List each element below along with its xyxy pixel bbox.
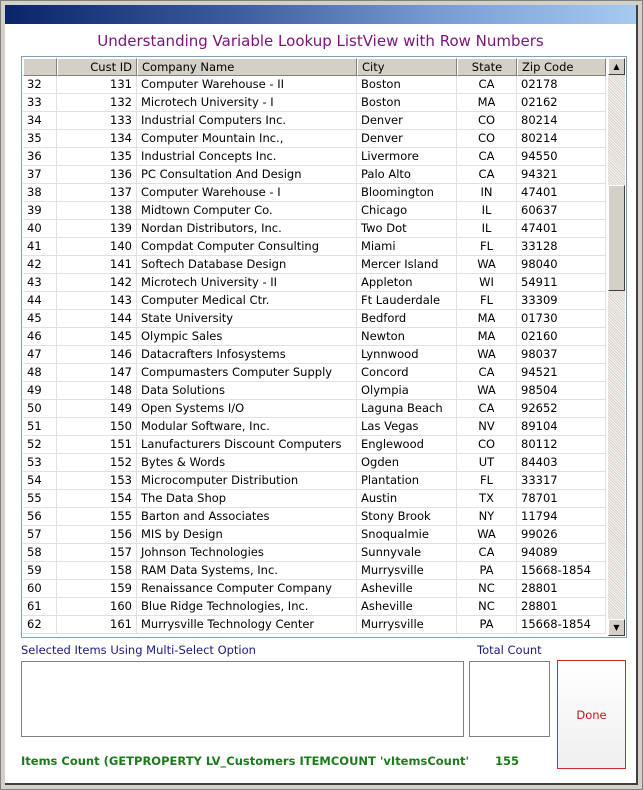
cell-company-name: MIS by Design [137, 526, 357, 544]
items-count-value: 155 [495, 754, 520, 768]
cell-company-name: The Data Shop [137, 490, 357, 508]
cell-state: CA [457, 76, 517, 94]
cell-city: Miami [357, 238, 457, 256]
table-row[interactable] [23, 508, 606, 526]
cell-row-number: 37 [23, 166, 57, 184]
cell-row-number: 40 [23, 220, 57, 238]
done-button-label: Done [576, 707, 607, 722]
cell-cust-id: 152 [57, 454, 137, 472]
cell-company-name: Midtown Computer Co. [137, 202, 357, 220]
table-row[interactable] [23, 130, 606, 148]
cell-cust-id: 131 [57, 76, 137, 94]
cell-company-name: Datacrafters Infosystems [137, 346, 357, 364]
cell-zip-code: 28801 [517, 580, 606, 598]
cell-company-name: Nordan Distributors, Inc. [137, 220, 357, 238]
cell-zip-code: 02160 [517, 328, 606, 346]
table-row[interactable] [23, 472, 606, 490]
cell-city: Austin [357, 490, 457, 508]
cell-city: Denver [357, 130, 457, 148]
table-row[interactable] [23, 166, 606, 184]
table-row[interactable] [23, 256, 606, 274]
cell-city: Snoqualmie [357, 526, 457, 544]
table-row[interactable] [23, 94, 606, 112]
cell-state: CO [457, 436, 517, 454]
cell-zip-code: 94550 [517, 148, 606, 166]
cell-state: CO [457, 130, 517, 148]
cell-row-number: 55 [23, 490, 57, 508]
cell-state: WA [457, 256, 517, 274]
cell-company-name: Murrysville Technology Center [137, 616, 357, 634]
cell-city: Newton [357, 328, 457, 346]
cell-row-number: 34 [23, 112, 57, 130]
cell-city: Asheville [357, 580, 457, 598]
cell-company-name: Open Systems I/O [137, 400, 357, 418]
cell-cust-id: 153 [57, 472, 137, 490]
cell-row-number: 58 [23, 544, 57, 562]
cell-zip-code: 80214 [517, 112, 606, 130]
cell-row-number: 52 [23, 436, 57, 454]
arrow-down-icon: ▼ [613, 623, 620, 632]
cell-row-number: 45 [23, 310, 57, 328]
cell-zip-code: 94089 [517, 544, 606, 562]
cell-company-name: Compumasters Computer Supply [137, 364, 357, 382]
cell-zip-code: 92652 [517, 400, 606, 418]
title-bar[interactable] [5, 5, 636, 24]
cell-row-number: 46 [23, 328, 57, 346]
scroll-up-button[interactable] [608, 58, 625, 75]
cell-zip-code: 28801 [517, 598, 606, 616]
cell-row-number: 36 [23, 148, 57, 166]
cell-zip-code: 15668-1854 [517, 616, 606, 634]
cell-state: IL [457, 220, 517, 238]
cell-state: NY [457, 508, 517, 526]
cell-company-name: Bytes & Words [137, 454, 357, 472]
table-row[interactable] [23, 598, 606, 616]
cell-city: Asheville [357, 598, 457, 616]
cell-city: Las Vegas [357, 418, 457, 436]
column-header-zip-code[interactable]: Zip Code [517, 58, 606, 76]
cell-zip-code: 84403 [517, 454, 606, 472]
cell-state: FL [457, 472, 517, 490]
cell-city: Bloomington [357, 184, 457, 202]
cell-zip-code: 01730 [517, 310, 606, 328]
cell-row-number: 33 [23, 94, 57, 112]
cell-zip-code: 02178 [517, 76, 606, 94]
cell-row-number: 57 [23, 526, 57, 544]
column-header-state[interactable]: State [457, 58, 517, 76]
cell-zip-code: 11794 [517, 508, 606, 526]
cell-city: Concord [357, 364, 457, 382]
table-row[interactable] [23, 418, 606, 436]
column-header-row-number[interactable] [23, 58, 57, 76]
total-count-field[interactable] [469, 661, 550, 737]
done-button[interactable] [557, 660, 626, 769]
cell-cust-id: 160 [57, 598, 137, 616]
cell-cust-id: 142 [57, 274, 137, 292]
cell-row-number: 48 [23, 364, 57, 382]
cell-cust-id: 161 [57, 616, 137, 634]
cell-city: Englewood [357, 436, 457, 454]
cell-company-name: Barton and Associates [137, 508, 357, 526]
cell-row-number: 60 [23, 580, 57, 598]
cell-cust-id: 158 [57, 562, 137, 580]
cell-city: Palo Alto [357, 166, 457, 184]
table-row[interactable] [23, 490, 606, 508]
cell-city: Laguna Beach [357, 400, 457, 418]
cell-state: NC [457, 598, 517, 616]
table-row[interactable] [23, 364, 606, 382]
cell-state: FL [457, 292, 517, 310]
cell-city: Boston [357, 76, 457, 94]
cell-city: Stony Brook [357, 508, 457, 526]
cell-state: IN [457, 184, 517, 202]
cell-company-name: Computer Medical Ctr. [137, 292, 357, 310]
table-row[interactable] [23, 220, 606, 238]
cell-state: UT [457, 454, 517, 472]
cell-company-name: Microtech University - II [137, 274, 357, 292]
cell-state: CA [457, 400, 517, 418]
cell-zip-code: 99026 [517, 526, 606, 544]
table-row[interactable] [23, 112, 606, 130]
table-row[interactable] [23, 76, 606, 94]
cell-row-number: 54 [23, 472, 57, 490]
cell-company-name: Computer Warehouse - II [137, 76, 357, 94]
cell-company-name: PC Consultation And Design [137, 166, 357, 184]
cell-zip-code: 78701 [517, 490, 606, 508]
form-client-area [5, 5, 638, 785]
cell-company-name: Industrial Concepts Inc. [137, 148, 357, 166]
cell-state: CA [457, 364, 517, 382]
cell-city: Sunnyvale [357, 544, 457, 562]
cell-company-name: Microcomputer Distribution [137, 472, 357, 490]
cell-state: WA [457, 346, 517, 364]
cell-city: Denver [357, 112, 457, 130]
cell-cust-id: 146 [57, 346, 137, 364]
cell-company-name: Softech Database Design [137, 256, 357, 274]
cell-cust-id: 147 [57, 364, 137, 382]
cell-city: Olympia [357, 382, 457, 400]
cell-cust-id: 132 [57, 94, 137, 112]
cell-row-number: 59 [23, 562, 57, 580]
table-row[interactable] [23, 400, 606, 418]
column-header-company-name[interactable]: Company Name [137, 58, 357, 76]
cell-cust-id: 155 [57, 508, 137, 526]
listview-body [23, 76, 606, 634]
table-row[interactable] [23, 526, 606, 544]
cell-company-name: Modular Software, Inc. [137, 418, 357, 436]
table-row[interactable] [23, 238, 606, 256]
cell-state: CO [457, 112, 517, 130]
cell-company-name: Compdat Computer Consulting [137, 238, 357, 256]
cell-company-name: Olympic Sales [137, 328, 357, 346]
cell-cust-id: 134 [57, 130, 137, 148]
cell-row-number: 41 [23, 238, 57, 256]
cell-row-number: 61 [23, 598, 57, 616]
table-row[interactable] [23, 328, 606, 346]
cell-cust-id: 159 [57, 580, 137, 598]
cell-row-number: 51 [23, 418, 57, 436]
cell-cust-id: 140 [57, 238, 137, 256]
cell-cust-id: 150 [57, 418, 137, 436]
cell-company-name: Renaissance Computer Company [137, 580, 357, 598]
cell-cust-id: 137 [57, 184, 137, 202]
cell-cust-id: 154 [57, 490, 137, 508]
cell-city: Two Dot [357, 220, 457, 238]
cell-cust-id: 136 [57, 166, 137, 184]
cell-cust-id: 156 [57, 526, 137, 544]
cell-row-number: 39 [23, 202, 57, 220]
cell-state: MA [457, 310, 517, 328]
cell-city: Ft Lauderdale [357, 292, 457, 310]
cell-zip-code: 33317 [517, 472, 606, 490]
cell-zip-code: 80112 [517, 436, 606, 454]
cell-zip-code: 47401 [517, 184, 606, 202]
cell-row-number: 32 [23, 76, 57, 94]
cell-row-number: 53 [23, 454, 57, 472]
cell-row-number: 38 [23, 184, 57, 202]
cell-company-name: Blue Ridge Technologies, Inc. [137, 598, 357, 616]
cell-state: MA [457, 328, 517, 346]
cell-city: Livermore [357, 148, 457, 166]
listview-header [23, 58, 606, 76]
cell-city: Murrysville [357, 562, 457, 580]
cell-state: CA [457, 544, 517, 562]
cell-cust-id: 141 [57, 256, 137, 274]
cell-company-name: State University [137, 310, 357, 328]
cell-zip-code: 54911 [517, 274, 606, 292]
cell-cust-id: 135 [57, 148, 137, 166]
cell-state: FL [457, 238, 517, 256]
cell-city: Bedford [357, 310, 457, 328]
form-title: Understanding Variable Lookup ListView with Row Numbers [97, 32, 544, 50]
cell-city: Murrysville [357, 616, 457, 634]
cell-state: TX [457, 490, 517, 508]
table-row[interactable] [23, 184, 606, 202]
table-row[interactable] [23, 148, 606, 166]
cell-cust-id: 143 [57, 292, 137, 310]
cell-state: WI [457, 274, 517, 292]
cell-company-name: Industrial Computers Inc. [137, 112, 357, 130]
cell-cust-id: 149 [57, 400, 137, 418]
cell-city: Chicago [357, 202, 457, 220]
cell-row-number: 56 [23, 508, 57, 526]
cell-state: IL [457, 202, 517, 220]
table-row[interactable] [23, 544, 606, 562]
cell-zip-code: 60637 [517, 202, 606, 220]
cell-company-name: Johnson Technologies [137, 544, 357, 562]
cell-cust-id: 138 [57, 202, 137, 220]
cell-zip-code: 02162 [517, 94, 606, 112]
cell-city: Lynnwood [357, 346, 457, 364]
cell-cust-id: 144 [57, 310, 137, 328]
cell-row-number: 49 [23, 382, 57, 400]
cell-state: PA [457, 616, 517, 634]
table-row[interactable] [23, 274, 606, 292]
table-row[interactable] [23, 616, 606, 634]
cell-zip-code: 89104 [517, 418, 606, 436]
cell-company-name: Lanufacturers Discount Computers [137, 436, 357, 454]
cell-cust-id: 139 [57, 220, 137, 238]
scrollbar-thumb[interactable] [608, 185, 625, 291]
selected-items-label: Selected Items Using Multi-Select Option [21, 643, 256, 657]
cell-zip-code: 94521 [517, 364, 606, 382]
cell-company-name: Microtech University - I [137, 94, 357, 112]
cell-zip-code: 98037 [517, 346, 606, 364]
cell-zip-code: 47401 [517, 220, 606, 238]
table-row[interactable] [23, 580, 606, 598]
cell-state: MA [457, 94, 517, 112]
column-header-cust-id[interactable]: Cust ID [57, 58, 137, 76]
cell-zip-code: 98504 [517, 382, 606, 400]
customers-listview[interactable] [21, 56, 627, 638]
cell-city: Mercer Island [357, 256, 457, 274]
cell-state: PA [457, 562, 517, 580]
cell-state: CA [457, 166, 517, 184]
cell-zip-code: 15668-1854 [517, 562, 606, 580]
cell-state: CA [457, 148, 517, 166]
cell-row-number: 35 [23, 130, 57, 148]
cell-row-number: 50 [23, 400, 57, 418]
cell-zip-code: 33309 [517, 292, 606, 310]
scroll-down-button[interactable] [608, 619, 625, 636]
cell-zip-code: 80214 [517, 130, 606, 148]
arrow-up-icon: ▲ [613, 62, 620, 71]
cell-city: Plantation [357, 472, 457, 490]
table-row[interactable] [23, 310, 606, 328]
cell-state: WA [457, 382, 517, 400]
total-count-label: Total Count [477, 643, 542, 657]
table-row[interactable] [23, 562, 606, 580]
table-row[interactable] [23, 346, 606, 364]
cell-zip-code: 98040 [517, 256, 606, 274]
cell-company-name: Computer Warehouse - I [137, 184, 357, 202]
cell-company-name: Computer Mountain Inc., [137, 130, 357, 148]
table-row[interactable] [23, 382, 606, 400]
cell-company-name: RAM Data Systems, Inc. [137, 562, 357, 580]
table-row[interactable] [23, 454, 606, 472]
cell-row-number: 62 [23, 616, 57, 634]
cell-zip-code: 33128 [517, 238, 606, 256]
cell-company-name: Data Solutions [137, 382, 357, 400]
cell-state: WA [457, 526, 517, 544]
cell-cust-id: 145 [57, 328, 137, 346]
cell-city: Appleton [357, 274, 457, 292]
column-header-city[interactable]: City [357, 58, 457, 76]
cell-row-number: 42 [23, 256, 57, 274]
cell-city: Ogden [357, 454, 457, 472]
cell-state: NC [457, 580, 517, 598]
table-row[interactable] [23, 292, 606, 310]
items-count-label: Items Count (GETPROPERTY LV_Customers ITEMCOUNT 'vItemsCount' [21, 754, 470, 768]
cell-cust-id: 151 [57, 436, 137, 454]
cell-row-number: 43 [23, 274, 57, 292]
cell-city: Boston [357, 94, 457, 112]
cell-row-number: 47 [23, 346, 57, 364]
vertical-scrollbar[interactable] [608, 58, 625, 636]
selected-items-field[interactable] [21, 661, 464, 737]
cell-row-number: 44 [23, 292, 57, 310]
cell-state: NV [457, 418, 517, 436]
cell-cust-id: 133 [57, 112, 137, 130]
cell-zip-code: 94321 [517, 166, 606, 184]
table-row[interactable] [23, 436, 606, 454]
cell-cust-id: 157 [57, 544, 137, 562]
cell-cust-id: 148 [57, 382, 137, 400]
table-row[interactable] [23, 202, 606, 220]
